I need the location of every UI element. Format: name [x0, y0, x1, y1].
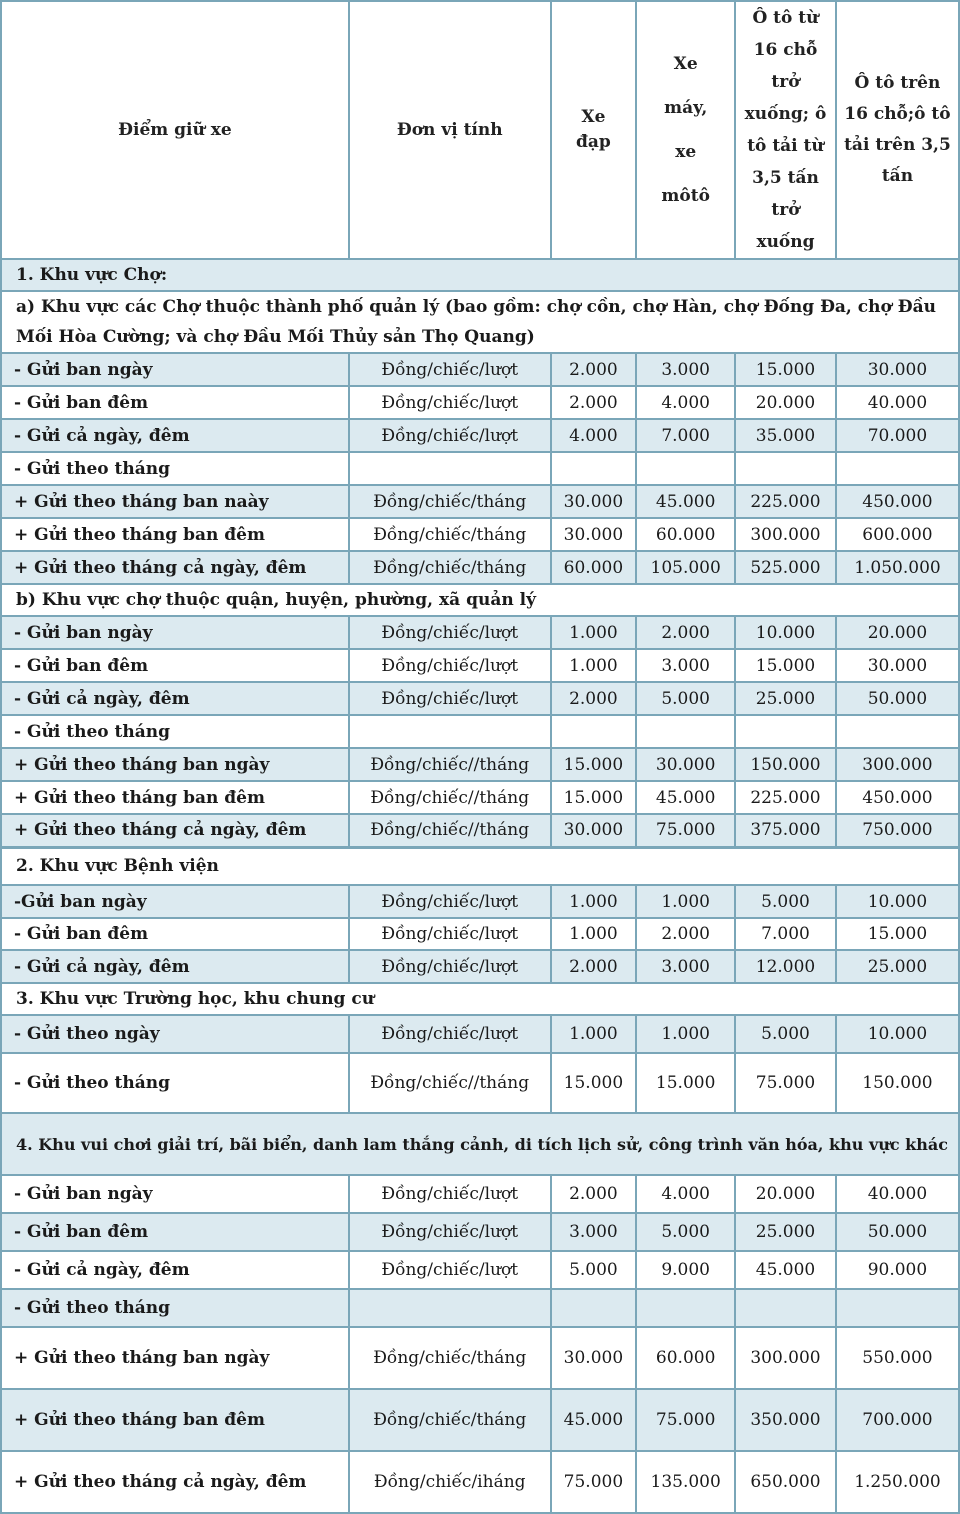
row-value-car-small: 300.000 [735, 518, 836, 551]
row-value-car-large: 10.000 [836, 885, 959, 918]
row-value-car-small: 225.000 [735, 781, 836, 814]
header-motorbike: Xe máy, xe môtô [636, 1, 735, 259]
row-value-car-small: 7.000 [735, 918, 836, 950]
row-value-motorbike: 45.000 [636, 485, 735, 518]
table-row [1, 781, 959, 814]
row-label: + Gửi theo tháng cả ngày, đêm [1, 814, 349, 847]
section-title [1, 983, 959, 1015]
row-label: - Gửi ban đêm [1, 649, 349, 682]
table-row [1, 485, 959, 518]
table-row [1, 1053, 959, 1113]
header-car-large: Ô tô trên 16 chỗ;ô tô tải trên 3,5 tấn [836, 1, 959, 259]
row-value-bicycle: 30.000 [551, 1327, 637, 1389]
row-value-car-large: 700.000 [836, 1389, 959, 1451]
row-unit: Đồng/chiếc//tháng [349, 814, 551, 847]
row-value-motorbike: 3.000 [636, 649, 735, 682]
table-row [1, 353, 959, 386]
row-value-car-large: 30.000 [836, 353, 959, 386]
table-row [1, 518, 959, 551]
row-value-bicycle: 3.000 [551, 1213, 637, 1251]
row-value-car-large: 1.250.000 [836, 1451, 959, 1513]
row-label: - Gửi theo tháng [1, 452, 349, 485]
row-value-car-small: 150.000 [735, 748, 836, 781]
row-unit [349, 452, 551, 485]
row-value-bicycle: 15.000 [551, 1053, 637, 1113]
row-value-motorbike: 105.000 [636, 551, 735, 584]
row-value-car-large: 450.000 [836, 781, 959, 814]
row-value-bicycle: 5.000 [551, 1251, 637, 1289]
row-value-car-large: 90.000 [836, 1251, 959, 1289]
row-value-car-small: 225.000 [735, 485, 836, 518]
row-value-motorbike: 4.000 [636, 1175, 735, 1213]
row-value-car-small: 25.000 [735, 1213, 836, 1251]
row-value-car-large: 15.000 [836, 918, 959, 950]
row-unit: Đồng/chiếc/tháng [349, 551, 551, 584]
row-value-car-small: 525.000 [735, 551, 836, 584]
row-value-bicycle: 1.000 [551, 1015, 637, 1053]
row-value-car-small: 650.000 [735, 1451, 836, 1513]
row-value-bicycle: 30.000 [551, 485, 637, 518]
row-value-bicycle [551, 1289, 637, 1327]
row-value-car-small: 5.000 [735, 885, 836, 918]
row-value-car-large: 750.000 [836, 814, 959, 847]
row-value-bicycle: 30.000 [551, 814, 637, 847]
row-unit: Đồng/chiếc/lượt [349, 353, 551, 386]
table-row [1, 715, 959, 748]
row-value-motorbike [636, 1289, 735, 1327]
table-row [1, 1175, 959, 1213]
table-row [1, 452, 959, 485]
row-unit: Đồng/chiếc/tháng [349, 1389, 551, 1451]
row-unit: Đồng/chiếc/lượt [349, 386, 551, 419]
row-label: - Gửi theo ngày [1, 1015, 349, 1053]
row-value-bicycle [551, 715, 637, 748]
row-value-car-large: 1.050.000 [836, 551, 959, 584]
row-value-car-small: 5.000 [735, 1015, 836, 1053]
table-row [1, 386, 959, 419]
row-unit [349, 715, 551, 748]
table-row [1, 950, 959, 983]
row-label: - Gửi ban đêm [1, 1213, 349, 1251]
table-row [1, 748, 959, 781]
row-label: - Gửi ban đêm [1, 918, 349, 950]
row-value-car-large: 10.000 [836, 1015, 959, 1053]
row-unit: Đồng/chiếc/lượt [349, 682, 551, 715]
row-value-car-small: 15.000 [735, 649, 836, 682]
row-unit: Đồng/chiếc/tháng [349, 518, 551, 551]
section4-rows [1, 1175, 959, 1513]
row-value-motorbike: 15.000 [636, 1053, 735, 1113]
section3-title: 3. Khu vực Trường học, khu chung cư [1, 983, 959, 1015]
row-value-car-large [836, 452, 959, 485]
row-label: + Gửi theo tháng ban đêm [1, 1389, 349, 1451]
row-value-car-large: 70.000 [836, 419, 959, 452]
row-value-bicycle: 1.000 [551, 918, 637, 950]
row-label: + Gửi theo tháng ban đêm [1, 781, 349, 814]
row-label: - Gửi ban ngày [1, 616, 349, 649]
table-row [1, 682, 959, 715]
row-value-motorbike: 1.000 [636, 885, 735, 918]
row-value-car-small: 10.000 [735, 616, 836, 649]
row-value-motorbike [636, 715, 735, 748]
row-value-motorbike: 30.000 [636, 748, 735, 781]
row-value-car-large: 50.000 [836, 682, 959, 715]
row-unit: Đồng/chiếc/iháng [349, 1451, 551, 1513]
row-label: + Gửi theo tháng ban ngày [1, 748, 349, 781]
row-value-motorbike [636, 452, 735, 485]
row-value-bicycle: 1.000 [551, 649, 637, 682]
row-value-car-small: 350.000 [735, 1389, 836, 1451]
row-value-motorbike: 5.000 [636, 682, 735, 715]
row-value-car-small: 20.000 [735, 386, 836, 419]
section2-rows [1, 885, 959, 983]
row-label: + Gửi theo tháng ban naày [1, 485, 349, 518]
row-value-motorbike: 3.000 [636, 950, 735, 983]
table-row [1, 1213, 959, 1251]
row-value-car-small: 75.000 [735, 1053, 836, 1113]
section4-title: 4. Khu vui chơi giải trí, bãi biển, danh lam thắng cảnh, di tích lịch sử, công trình văn hóa, khu vực khác [1, 1113, 959, 1175]
row-value-bicycle: 45.000 [551, 1389, 637, 1451]
table-row [1, 814, 959, 847]
row-value-motorbike: 75.000 [636, 814, 735, 847]
row-value-car-small [735, 452, 836, 485]
row-value-car-large: 40.000 [836, 1175, 959, 1213]
row-value-car-small: 300.000 [735, 1327, 836, 1389]
row-unit: Đồng/chiếc/lượt [349, 918, 551, 950]
header-unit: Đơn vị tính [349, 1, 551, 259]
row-label: - Gửi ban đêm [1, 386, 349, 419]
row-label: - Gửi cả ngày, đêm [1, 419, 349, 452]
row-label: + Gửi theo tháng ban đêm [1, 518, 349, 551]
row-value-bicycle: 2.000 [551, 1175, 637, 1213]
row-unit: Đồng/chiếc/lượt [349, 1251, 551, 1289]
table-row [1, 1389, 959, 1451]
row-value-motorbike: 45.000 [636, 781, 735, 814]
table-row [1, 1289, 959, 1327]
header-car-small: Ô tô từ 16 chỗ trở xuống; ô tô tải từ 3,5 tấn trở xuống [735, 1, 836, 259]
row-value-car-small: 15.000 [735, 353, 836, 386]
row-unit: Đồng/chiếc/lượt [349, 419, 551, 452]
row-value-car-large: 40.000 [836, 386, 959, 419]
row-value-car-large: 20.000 [836, 616, 959, 649]
row-unit: Đồng/chiếc/lượt [349, 616, 551, 649]
row-value-bicycle: 2.000 [551, 682, 637, 715]
row-value-car-small [735, 1289, 836, 1327]
row-unit: Đồng/chiếc/lượt [349, 885, 551, 918]
row-unit: Đồng/chiếc/tháng [349, 485, 551, 518]
row-value-bicycle: 2.000 [551, 353, 637, 386]
row-value-car-small: 25.000 [735, 682, 836, 715]
row-value-car-small: 375.000 [735, 814, 836, 847]
table-row [1, 419, 959, 452]
row-value-car-large: 25.000 [836, 950, 959, 983]
row-value-bicycle: 15.000 [551, 748, 637, 781]
row-unit: Đồng/chiếc//tháng [349, 1053, 551, 1113]
table-row [1, 616, 959, 649]
section-title [1, 259, 959, 291]
table-row [1, 918, 959, 950]
table-row [1, 649, 959, 682]
row-unit: Đồng/chiếc/lượt [349, 649, 551, 682]
row-value-car-large: 450.000 [836, 485, 959, 518]
row-value-bicycle [551, 452, 637, 485]
row-value-bicycle: 1.000 [551, 885, 637, 918]
row-label: -Gửi ban ngày [1, 885, 349, 918]
row-unit [349, 1289, 551, 1327]
section1-title: 1. Khu vực Chợ: [1, 259, 959, 291]
row-value-motorbike: 1.000 [636, 1015, 735, 1053]
table-row [1, 885, 959, 918]
row-value-motorbike: 7.000 [636, 419, 735, 452]
row-value-bicycle: 1.000 [551, 616, 637, 649]
row-value-motorbike: 4.000 [636, 386, 735, 419]
row-value-motorbike: 5.000 [636, 1213, 735, 1251]
row-value-motorbike: 135.000 [636, 1451, 735, 1513]
row-value-car-large [836, 715, 959, 748]
subsection-title [1, 584, 959, 616]
header-bicycle: Xe đạp [551, 1, 637, 259]
row-unit: Đồng/chiếc/lượt [349, 1213, 551, 1251]
row-value-car-small: 45.000 [735, 1251, 836, 1289]
row-unit: Đồng/chiếc//tháng [349, 781, 551, 814]
subsection-title [1, 291, 959, 353]
row-label: - Gửi cả ngày, đêm [1, 682, 349, 715]
row-label: - Gửi theo tháng [1, 1289, 349, 1327]
row-value-motorbike: 9.000 [636, 1251, 735, 1289]
row-value-car-small: 20.000 [735, 1175, 836, 1213]
row-label: + Gửi theo tháng cả ngày, đêm [1, 551, 349, 584]
row-value-car-large: 30.000 [836, 649, 959, 682]
section3-rows [1, 1015, 959, 1113]
row-value-car-small [735, 715, 836, 748]
row-value-car-large: 50.000 [836, 1213, 959, 1251]
section1-sub-a: a) Khu vực các Chợ thuộc thành phố quản lý (bao gồm: chợ cồn, chợ Hàn, chợ Đống Đa, chợ Đầu Mối Hòa Cường; và chợ Đầu Mối Thủy sản Thọ Quang) [1, 291, 959, 353]
section1-sub-b: b) Khu vực chợ thuộc quận, huyện, phường, xã quản lý [1, 584, 959, 616]
row-value-bicycle: 15.000 [551, 781, 637, 814]
row-value-car-large [836, 1289, 959, 1327]
row-value-motorbike: 60.000 [636, 518, 735, 551]
row-unit: Đồng/chiếc/tháng [349, 1327, 551, 1389]
row-label: - Gửi theo tháng [1, 1053, 349, 1113]
row-value-car-large: 600.000 [836, 518, 959, 551]
row-label: - Gửi cả ngày, đêm [1, 950, 349, 983]
row-label: + Gửi theo tháng ban ngày [1, 1327, 349, 1389]
row-value-motorbike: 2.000 [636, 918, 735, 950]
row-value-car-large: 300.000 [836, 748, 959, 781]
header-parking-point: Điểm giữ xe [1, 1, 349, 259]
row-value-motorbike: 75.000 [636, 1389, 735, 1451]
row-value-car-small: 12.000 [735, 950, 836, 983]
header-row [1, 1, 959, 259]
row-value-motorbike: 60.000 [636, 1327, 735, 1389]
row-label: - Gửi ban ngày [1, 1175, 349, 1213]
row-value-car-small: 35.000 [735, 419, 836, 452]
row-value-bicycle: 75.000 [551, 1451, 637, 1513]
section-title [1, 1113, 959, 1175]
row-unit: Đồng/chiếc/lượt [349, 1015, 551, 1053]
row-value-bicycle: 4.000 [551, 419, 637, 452]
row-unit: Đồng/chiếc//tháng [349, 748, 551, 781]
row-value-motorbike: 3.000 [636, 353, 735, 386]
table-row [1, 1327, 959, 1389]
row-label: - Gửi theo tháng [1, 715, 349, 748]
row-value-bicycle: 2.000 [551, 386, 637, 419]
row-value-bicycle: 30.000 [551, 518, 637, 551]
section1-b-rows [1, 616, 959, 847]
row-label: - Gửi cả ngày, đêm [1, 1251, 349, 1289]
row-value-car-large: 150.000 [836, 1053, 959, 1113]
section1-a-rows [1, 353, 959, 584]
row-unit: Đồng/chiếc/lượt [349, 1175, 551, 1213]
row-value-car-large: 550.000 [836, 1327, 959, 1389]
row-label: - Gửi ban ngày [1, 353, 349, 386]
table-row [1, 1015, 959, 1053]
table-row [1, 1251, 959, 1289]
row-value-motorbike: 2.000 [636, 616, 735, 649]
row-unit: Đồng/chiếc/lượt [349, 950, 551, 983]
row-value-bicycle: 2.000 [551, 950, 637, 983]
row-value-bicycle: 60.000 [551, 551, 637, 584]
section-title [1, 847, 959, 885]
section2-title: 2. Khu vực Bệnh viện [1, 847, 959, 885]
row-label: + Gửi theo tháng cả ngày, đêm [1, 1451, 349, 1513]
table-row [1, 1451, 959, 1513]
table-row [1, 551, 959, 584]
